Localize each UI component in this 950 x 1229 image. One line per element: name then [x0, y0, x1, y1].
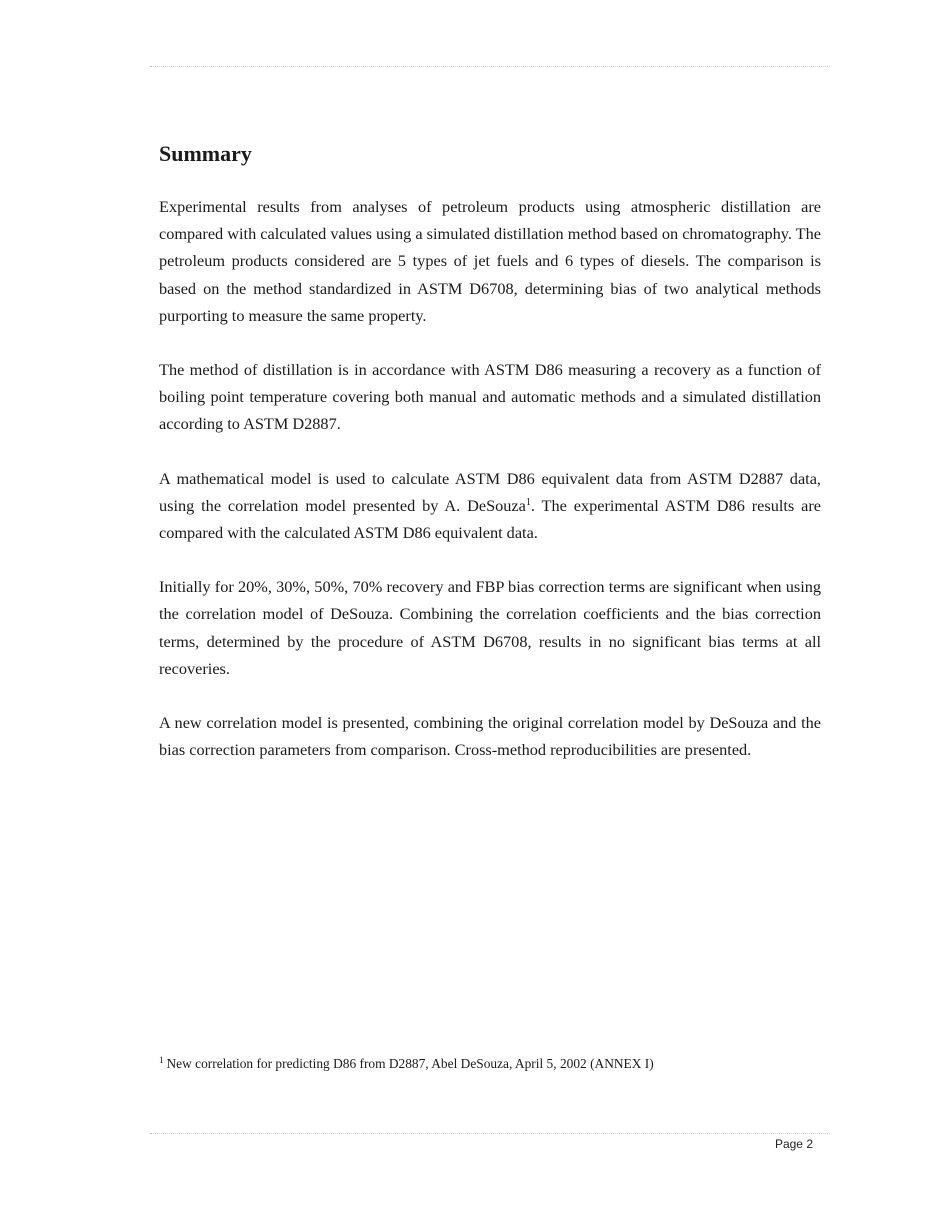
page-number: Page 2	[774, 1137, 813, 1151]
footnote-reference: 1	[525, 496, 531, 508]
paragraph-2: The method of distillation is in accordance with ASTM D86 measuring a recovery as a function of boiling point temperature covering both manual and automatic methods and a simulated distillation according to ASTM D2887.	[159, 360, 821, 434]
footnote-marker: 1	[159, 1055, 164, 1065]
paragraph-3	[159, 465, 821, 547]
footer-rule	[150, 1133, 828, 1134]
footnote-text: New correlation for predicting D86 from D2887, Abel DeSouza, April 5, 2002 (ANNEX I)	[166, 1056, 654, 1071]
page-title: Summary	[159, 141, 252, 166]
footnote	[159, 1055, 654, 1073]
paragraph-5: A new correlation model is presented, combining the original correlation model by DeSouza and the bias correction parameters from comparison. Cross-method reproducibilities are presented.	[159, 713, 821, 760]
paragraph-3-text-before: A mathematical model is used to calculate ASTM D86 equivalent data from ASTM D2887 data, using the correlation model presented by A. DeSouza	[159, 468, 821, 515]
summary-body	[159, 193, 821, 790]
header-rule	[150, 66, 828, 67]
paragraph-3-text-after: . The experimental ASTM D86 results are compared with the calculated ASTM D86 equivalent data.	[159, 495, 821, 543]
paragraph-1: Experimental results from analyses of petroleum products using atmospheric distillation are compared with calculated values using a simulated distillation method based on chromatography. The petroleum products considered are 5 types of jet fuels and 6 types of diesels. The comparison is based on the method standardized in ASTM D6708, determining bias of two analytical methods purporting to measure the same property.	[159, 197, 821, 325]
paragraph-4: Initially for 20%, 30%, 50%, 70% recovery and FBP bias correction terms are significant when using the correlation model of DeSouza. Combining the correlation coefficients and the bias correction terms, determined by the procedure of ASTM D6708, results in no significant bias terms at all recoveries.	[159, 577, 821, 678]
